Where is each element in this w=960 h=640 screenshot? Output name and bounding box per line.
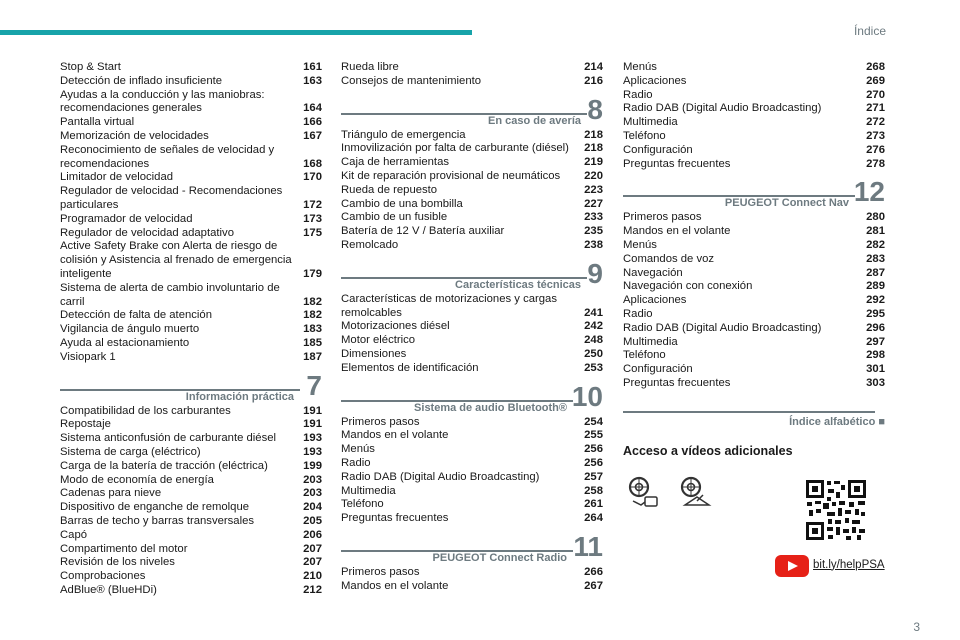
toc-entry-title: Kit de reparación provisional de neumáticos [341,169,561,182]
toc-entry[interactable] [623,211,885,225]
toc-entry[interactable] [341,239,603,253]
toc-entry-page: 187 [303,350,322,363]
toc-entry-page: 292 [866,294,885,307]
toc-entry[interactable] [60,432,322,446]
toc-entry-page: 199 [303,459,322,472]
toc-entry-title: Mandos en el volante [341,429,449,442]
chapter-number: 7 [306,369,322,401]
toc-entry-page: 297 [866,335,885,348]
toc-entry[interactable] [341,198,603,212]
chapter-number: 9 [587,257,603,289]
toc-entry-page: 235 [584,225,603,238]
toc-entry[interactable] [341,566,603,580]
page-header-title: Índice [853,24,886,38]
toc-entry-page: 238 [584,238,603,251]
toc-entry-page: 241 [584,306,603,319]
toc-entry-page: 254 [584,415,603,428]
toc-entry-title: Cadenas para nieve [60,487,162,500]
chapter-title: Información práctica [185,390,294,403]
toc-entry[interactable] [341,142,603,156]
toc-entry-title: Preguntas frecuentes [623,376,731,389]
toc-entry-page: 161 [303,61,322,73]
toc-entry[interactable] [60,418,322,432]
toc-entry-page: 270 [866,88,885,101]
toc-entry-title: Sistema de alerta de cambio involuntario de carril [60,281,280,308]
toc-entry-title: Navegación [623,266,683,279]
toc-entry[interactable] [623,61,885,75]
toc-entry-title: Vigilancia de ángulo muerto [60,323,200,336]
toc-entry[interactable] [623,294,885,308]
toc-entry-title: Cambio de una bombilla [341,197,463,210]
toc-entry[interactable] [341,580,603,594]
toc-entry-page: 193 [303,445,322,458]
toc-entry-page: 218 [584,128,603,141]
toc-entry[interactable] [341,320,603,334]
toc-entry[interactable] [341,334,603,348]
toc-entry[interactable] [341,184,603,198]
toc-entry[interactable] [623,377,885,391]
toc-entry[interactable] [623,144,885,158]
chapter-header-8 [341,93,603,129]
toc-entry[interactable] [623,75,885,89]
toc-entry[interactable] [341,170,603,184]
toc-entry[interactable] [60,529,322,543]
toc-entry-title: Detección de falta de atención [60,309,212,322]
toc-entry[interactable] [341,443,603,457]
toc-entry[interactable] [623,308,885,322]
toc-entry-title: Configuración [623,363,693,376]
toc-entry[interactable] [341,129,603,143]
toc-entry-page: 163 [303,74,322,87]
videos-heading: Acceso a vídeos adicionales [623,443,793,458]
toc-entry-title: Ayudas a la conducción y las maniobras: recomendaciones generales [60,88,265,115]
toc-entry-title: Programador de velocidad [60,212,193,225]
toc-entry-page: 296 [866,321,885,334]
toc-entry[interactable] [60,185,322,213]
toc-entry[interactable] [623,102,885,116]
toc-entry[interactable] [60,171,322,185]
column-1 [60,61,322,598]
toc-entry-page: 303 [866,376,885,389]
chapter-title: Sistema de audio Bluetooth® [414,401,567,414]
toc-entry[interactable] [60,61,322,75]
toc-entry[interactable] [60,556,322,570]
toc-entry[interactable] [341,498,603,512]
toc-entry-title: Dispositivo de enganche de remolque [60,501,250,514]
toc-entry-title: Motorizaciones diésel [341,320,450,333]
toc-entry[interactable] [341,429,603,443]
toc-entry-title: Características de motorizaciones y cargas remolcables [341,292,557,319]
toc-entry[interactable] [60,460,322,474]
toc-entry[interactable] [623,322,885,336]
toc-entry-title: Memorización de velocidades [60,129,209,142]
toc-entry-page: 266 [584,565,603,578]
toc-entry-page: 301 [866,363,885,376]
toc-entry-title: Teléfono [341,498,384,511]
toc-entry-page: 278 [866,157,885,170]
toc-entry-page: 248 [584,334,603,347]
toc-entry-title: Compartimento del motor [60,542,188,555]
toc-entry[interactable] [341,362,603,376]
toc-entry-title: Primeros pasos [341,565,420,578]
toc-entry-title: Multimedia [623,335,678,348]
toc-entry[interactable] [623,363,885,377]
toc-entry-title: Radio DAB (Digital Audio Broadcasting) [623,321,822,334]
toc-entry-title: Compatibilidad de los carburantes [60,404,231,417]
toc-entry[interactable] [341,416,603,430]
toc-entry[interactable] [623,280,885,294]
toc-entry[interactable] [623,225,885,239]
toc-entry-title: Menús [623,238,657,251]
toc-entry-page: 204 [303,501,322,514]
toc-entry[interactable] [60,116,322,130]
chapter-header-11 [341,530,603,566]
toc-entry-page: 172 [303,198,322,211]
toc-entry-title: Teléfono [623,129,666,142]
toc-entry-title: Multimedia [341,484,396,497]
chapter-header-12 [623,176,885,211]
toc-entry[interactable] [60,282,322,310]
toc-entry-title: Teléfono [623,349,666,362]
chapter-number: 10 [571,380,603,412]
toc-entry-page: 167 [303,129,322,142]
toc-entry-page: 280 [866,211,885,224]
toc-entry-page: 258 [584,484,603,497]
toc-entry-page: 170 [303,171,322,184]
toc-entry-page: 267 [584,579,603,592]
video-link[interactable] [775,555,885,577]
toc-entry-title: Active Safety Brake con Alerta de riesgo de colisión y Asistencia al frenado de emergencia inteligente [60,240,292,280]
toc-entry[interactable] [341,457,603,471]
toc-entry-page: 164 [303,102,322,115]
toc-entry-title: Batería de 12 V / Batería auxiliar [341,225,505,238]
toc-entry-title: Limitador de velocidad [60,171,174,184]
toc-entry[interactable] [60,75,322,89]
toc-entry[interactable] [60,570,322,584]
chapter-rule [623,411,875,413]
toc-entry[interactable] [60,323,322,337]
tyre-video-icon[interactable] [625,475,661,511]
toc-list [341,416,603,526]
toc-entry-page: 216 [584,74,603,87]
toc-entry[interactable] [60,474,322,488]
toc-entry[interactable] [623,116,885,130]
toc-list [60,405,322,598]
toc-entry-page: 191 [303,418,322,431]
video-link-text[interactable]: bit.ly/helpPSA [813,558,885,571]
toc-entry-page: 210 [303,570,322,583]
toc-entry[interactable] [60,543,322,557]
toc-entry[interactable] [623,253,885,267]
toc-entry-title: Primeros pasos [623,211,702,224]
toc-entry-title: Visiopark 1 [60,350,116,363]
toc-entry-page: 276 [866,143,885,156]
toc-entry-title: Configuración [623,143,693,156]
toc-entry-title: Detección de inflado insuficiente [60,74,223,87]
toc-entry-page: 191 [303,404,322,417]
toc-entry-page: 295 [866,307,885,320]
toc-entry[interactable] [341,225,603,239]
toc-entry-page: 289 [866,280,885,293]
toc-entry-title: Reconocimiento de señales de velocidad y recomendaciones [60,143,275,170]
toc-entry-page: 223 [584,183,603,196]
toc-entry-page: 242 [584,320,603,333]
toc-entry-page: 214 [584,61,603,73]
toc-entry-page: 256 [584,443,603,456]
toc-entry[interactable] [60,213,322,227]
toc-entry-page: 273 [866,129,885,142]
toc-entry-title: Dimensiones [341,347,407,360]
chapter-title: En caso de avería [488,114,581,127]
toc-entry[interactable] [341,512,603,526]
tyre-repair-video-icon[interactable] [679,475,715,511]
toc-entry-page: 183 [303,323,322,336]
toc-entry-page: 271 [866,102,885,115]
toc-entry-title: Sistema de carga (eléctrico) [60,445,201,458]
column-2 [341,61,603,594]
toc-entry-title: Motor eléctrico [341,334,416,347]
toc-entry-page: 168 [303,157,322,170]
toc-entry[interactable] [60,584,322,598]
toc-entry-title: Radio [341,456,371,469]
toc-entry-page: 205 [303,514,322,527]
toc-entry-page: 298 [866,349,885,362]
toc-entry[interactable] [623,336,885,350]
toc-entry-title: Mandos en el volante [623,225,731,238]
toc-entry-page: 253 [584,361,603,374]
toc-entry[interactable] [341,211,603,225]
alphabetical-index-link[interactable]: Índice alfabético ■ [789,415,885,428]
toc-entry-title: Mandos en el volante [341,579,449,592]
toc-entry-title: Comprobaciones [60,570,146,583]
toc-entry-page: 268 [866,61,885,73]
toc-entry-title: Menús [623,61,657,73]
toc-entry[interactable] [60,501,322,515]
toc-entry-page: 250 [584,347,603,360]
toc-entry[interactable] [623,349,885,363]
toc-entry[interactable] [60,89,322,117]
toc-entry-page: 175 [303,226,322,239]
toc-entry-page: 233 [584,211,603,224]
toc-entry-title: Sistema anticonfusión de carburante diésel [60,432,277,445]
toc-entry-page: 193 [303,432,322,445]
toc-entry-page: 257 [584,470,603,483]
toc-entry[interactable] [623,130,885,144]
toc-entry[interactable] [60,515,322,529]
toc-entry[interactable] [623,267,885,281]
toc-entry[interactable] [60,487,322,501]
toc-entry[interactable] [341,348,603,362]
chapter-header-10 [341,380,603,416]
chapter-number: 11 [573,530,603,562]
alphabetical-index-header[interactable] [623,405,885,431]
toc-entry-title: Preguntas frecuentes [623,157,731,170]
toc-entry-page: 206 [303,528,322,541]
toc-entry-title: Menús [341,443,375,456]
toc-entry[interactable] [341,156,603,170]
toc-entry-page: 185 [303,336,322,349]
toc-list [341,129,603,253]
toc-entry-page: 227 [584,197,603,210]
toc-entry-title: Radio DAB (Digital Audio Broadcasting) [341,470,540,483]
toc-entry-title: Aplicaciones [623,294,687,307]
toc-entry-title: Pantalla virtual [60,116,135,129]
page-number: 3 [913,620,920,634]
toc-entry[interactable] [341,61,603,75]
toc-entry[interactable] [60,405,322,419]
toc-entry-page: 272 [866,116,885,129]
toc-entry-page: 166 [303,116,322,129]
toc-entry-title: Repostaje [60,418,111,431]
chapter-number: 8 [587,93,603,125]
toc-entry-title: Aplicaciones [623,74,687,87]
toc-entry-title: Ayuda al estacionamiento [60,336,190,349]
toc-entry-title: Navegación con conexión [623,280,753,293]
toc-entry-title: Radio [623,307,653,320]
toc-entry-page: 173 [303,212,322,225]
chapter-header-9 [341,257,603,293]
header-accent-bar [0,30,472,35]
toc-entry[interactable] [341,293,603,321]
toc-entry-title: Remolcado [341,238,399,251]
toc-entry-page: 182 [303,295,322,308]
toc-entry-title: Radio [623,88,653,101]
toc-entry-page: 207 [303,556,322,569]
toc-entry[interactable] [60,351,322,365]
toc-entry[interactable] [623,239,885,253]
toc-entry[interactable] [60,144,322,172]
chapter-title: Características técnicas [455,278,581,291]
toc-entry-page: 281 [866,225,885,238]
toc-entry-page: 256 [584,456,603,469]
toc-entry-page: 203 [303,473,322,486]
toc-entry-page: 218 [584,142,603,155]
toc-entry[interactable] [60,130,322,144]
toc-entry[interactable] [341,75,603,89]
toc-entry-title: Preguntas frecuentes [341,512,449,525]
toc-entry[interactable] [60,446,322,460]
toc-entry-page: 179 [303,267,322,280]
chapter-title: PEUGEOT Connect Radio [432,551,567,564]
toc-entry-title: Stop & Start [60,61,121,73]
toc-entry-page: 255 [584,429,603,442]
toc-entry[interactable] [60,240,322,281]
toc-entry-page: 282 [866,238,885,251]
toc-entry-page: 212 [303,583,322,596]
toc-entry-title: Revisión de los niveles [60,556,175,569]
toc-entry[interactable] [341,471,603,485]
toc-entry-title: Primeros pasos [341,415,420,428]
videos-area [623,473,885,583]
toc-entry-title: Multimedia [623,116,678,129]
toc-entry-title: Regulador de velocidad - Recomendaciones particulares [60,185,283,211]
toc-entry-page: 287 [866,266,885,279]
toc-entry[interactable] [60,337,322,351]
chapter-title: PEUGEOT Connect Nav [724,197,849,210]
toc-entry-page: 207 [303,542,322,555]
toc-entry-title: Radio DAB (Digital Audio Broadcasting) [623,102,822,115]
chapter-header-7 [60,369,322,405]
qr-code-icon[interactable] [805,479,867,541]
toc-list [623,211,885,390]
toc-entry[interactable] [623,89,885,103]
toc-list [60,61,322,365]
toc-entry-title: Cambio de un fusible [341,211,448,224]
toc-list [623,61,885,171]
toc-entry-page: 283 [866,252,885,265]
toc-entry-page: 220 [584,169,603,182]
toc-entry[interactable] [60,309,322,323]
chapter-number: 12 [853,176,885,208]
toc-entry-title: Rueda de repuesto [341,183,438,196]
toc-entry-title: Modo de economía de energía [60,473,214,486]
toc-list [341,566,603,594]
toc-entry-title: Regulador de velocidad adaptativo [60,226,234,239]
toc-entry-title: Inmovilización por falta de carburante (diésel) [341,142,569,155]
toc-entry-title: Elementos de identificación [341,361,479,374]
toc-entry-title: Capó [60,528,88,541]
toc-list [341,293,603,376]
toc-entry-title: Carga de la batería de tracción (eléctrica) [60,459,268,472]
toc-entry-page: 203 [303,487,322,500]
toc-entry-title: Caja de herramientas [341,156,450,169]
toc-entry-title: Comandos de voz [623,252,715,265]
toc-entry-title: Triángulo de emergencia [341,128,466,141]
toc-entry-title: Barras de techo y barras transversales [60,514,255,527]
toc-entry-page: 269 [866,74,885,87]
youtube-icon[interactable] [775,555,809,577]
toc-entry-title: AdBlue® (BlueHDi) [60,583,157,596]
toc-entry-title: Rueda libre [341,61,399,73]
toc-entry-title: Consejos de mantenimiento [341,74,482,87]
column-3 [623,61,885,583]
toc-entry[interactable] [60,227,322,241]
toc-list [341,61,603,89]
toc-entry-page: 261 [584,498,603,511]
toc-entry-page: 182 [303,309,322,322]
toc-entry-page: 264 [584,512,603,525]
toc-entry-page: 219 [584,156,603,169]
toc-entry[interactable] [623,158,885,172]
toc-entry[interactable] [341,485,603,499]
